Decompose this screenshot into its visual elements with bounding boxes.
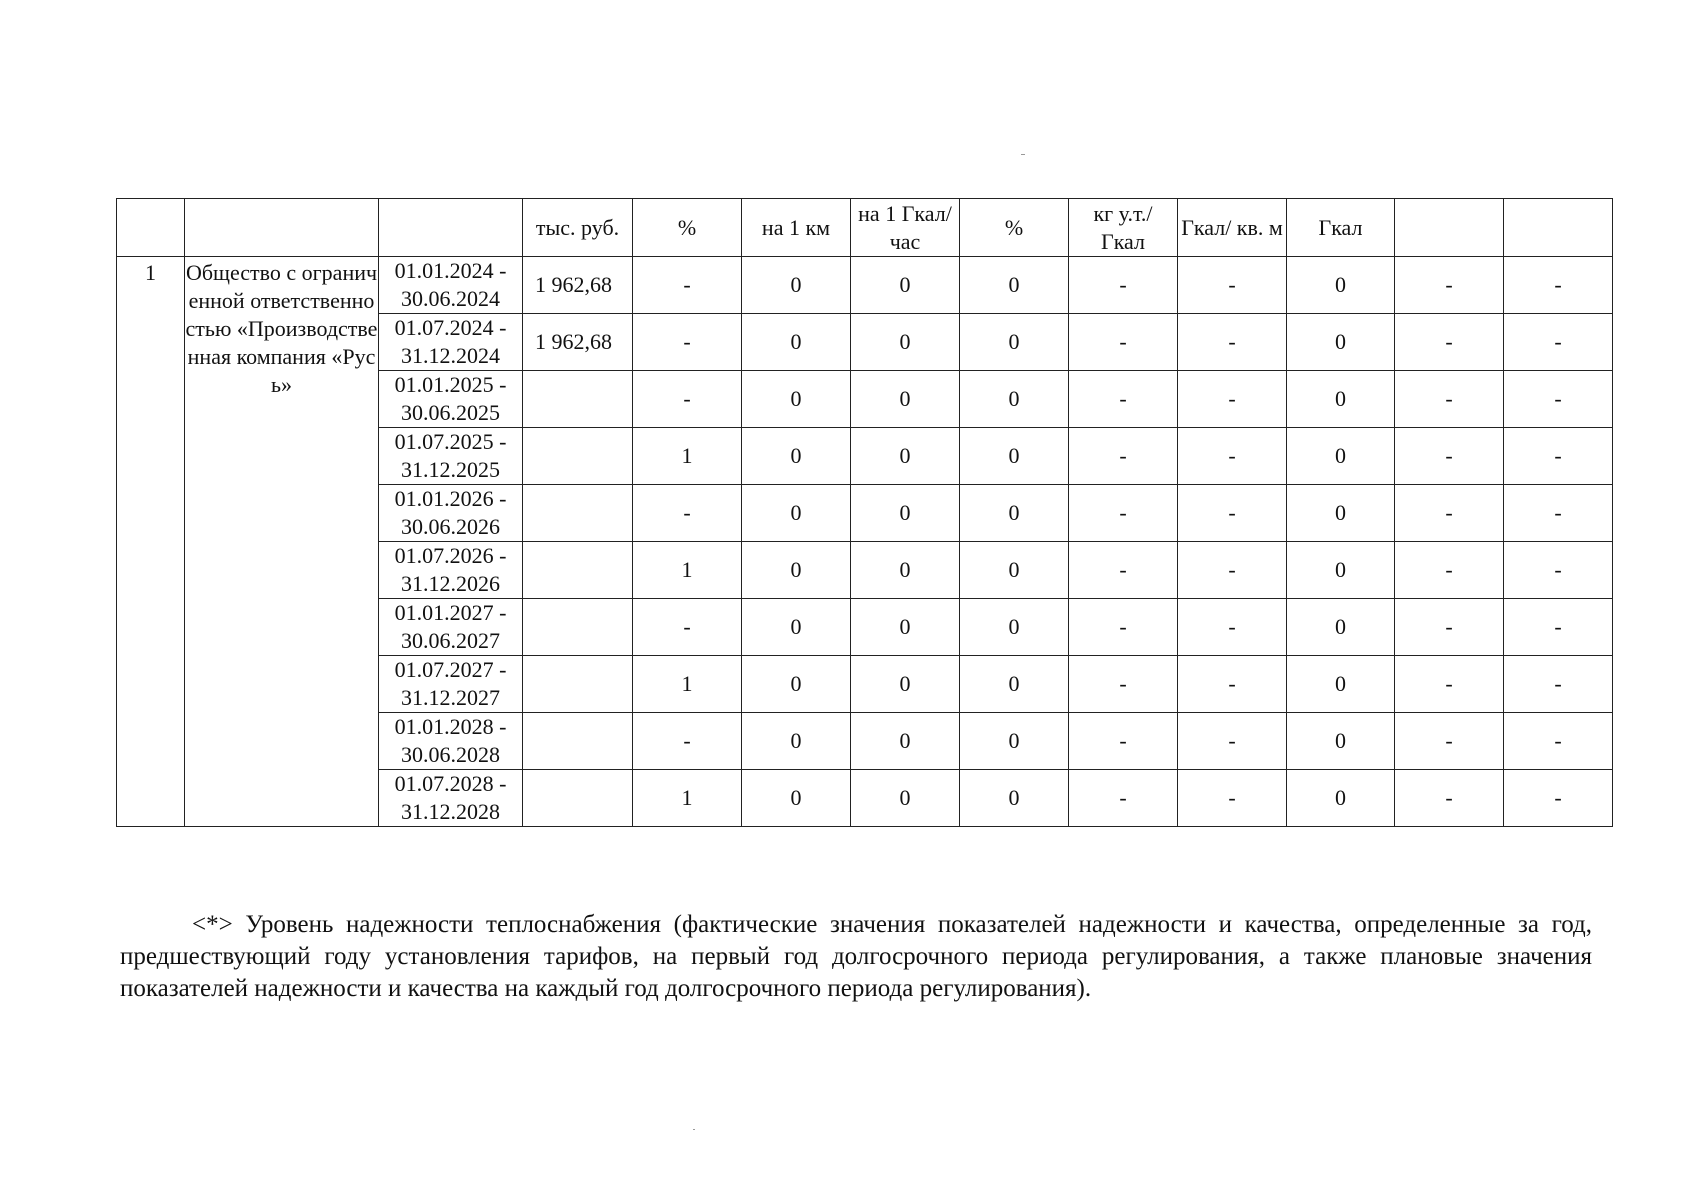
value-cell-c9: - [1069,257,1178,314]
value-cell-c12: - [1395,314,1504,371]
value-cell-c12: - [1395,371,1504,428]
value-cell-c7: 0 [851,257,960,314]
header-cell [379,199,523,257]
value-cell-c13: - [1504,485,1613,542]
value-cell-c12: - [1395,542,1504,599]
header-cell-unit-kg-per-gcal: кг у.т./ Гкал [1069,199,1178,257]
value-cell-c9: - [1069,656,1178,713]
value-cell-c11: 0 [1287,257,1395,314]
cost-cell: 1 962,68 [523,314,633,371]
value-cell-c10: - [1178,371,1287,428]
value-cell-c6: 0 [742,770,851,827]
value-cell-c6: 0 [742,599,851,656]
value-cell-c6: 0 [742,656,851,713]
value-cell-c7: 0 [851,428,960,485]
value-cell-c12: - [1395,485,1504,542]
header-cell-unit-gcal: Гкал [1287,199,1395,257]
cost-cell [523,713,633,770]
cost-cell: 1 962,68 [523,257,633,314]
value-cell-c5: - [633,371,742,428]
period-cell: 01.07.2028 - 31.12.2028 [379,770,523,827]
header-cell-unit-percent: % [960,199,1069,257]
table-header-row [117,199,1613,257]
row-number-cell: 1 [117,257,185,827]
header-cell-unit-per-km: на 1 км [742,199,851,257]
period-cell: 01.07.2027 - 31.12.2027 [379,656,523,713]
value-cell-c10: - [1178,713,1287,770]
value-cell-c11: 0 [1287,314,1395,371]
period-cell: 01.01.2026 - 30.06.2026 [379,485,523,542]
value-cell-c13: - [1504,770,1613,827]
value-cell-c10: - [1178,542,1287,599]
tariff-table [116,198,1613,827]
period-cell: 01.07.2024 - 31.12.2024 [379,314,523,371]
value-cell-c10: - [1178,770,1287,827]
value-cell-c10: - [1178,599,1287,656]
value-cell-c6: 0 [742,713,851,770]
header-cell-unit-percent: % [633,199,742,257]
value-cell-c7: 0 [851,314,960,371]
value-cell-c12: - [1395,713,1504,770]
value-cell-c9: - [1069,314,1178,371]
value-cell-c8: 0 [960,656,1069,713]
value-cell-c12: - [1395,428,1504,485]
value-cell-c11: 0 [1287,485,1395,542]
value-cell-c8: 0 [960,314,1069,371]
value-cell-c13: - [1504,542,1613,599]
cost-cell [523,485,633,542]
value-cell-c9: - [1069,770,1178,827]
value-cell-c11: 0 [1287,770,1395,827]
value-cell-c6: 0 [742,371,851,428]
value-cell-c9: - [1069,428,1178,485]
period-cell: 01.01.2028 - 30.06.2028 [379,713,523,770]
value-cell-c8: 0 [960,257,1069,314]
cost-cell [523,770,633,827]
value-cell-c13: - [1504,314,1613,371]
value-cell-c5: - [633,257,742,314]
value-cell-c9: - [1069,542,1178,599]
cost-cell [523,542,633,599]
cost-cell [523,428,633,485]
value-cell-c12: - [1395,599,1504,656]
value-cell-c12: - [1395,770,1504,827]
value-cell-c11: 0 [1287,428,1395,485]
header-cell-unit-cost: тыс. руб. [523,199,633,257]
value-cell-c5: 1 [633,656,742,713]
value-cell-c6: 0 [742,428,851,485]
scan-speck [693,1129,695,1130]
value-cell-c5: 1 [633,770,742,827]
value-cell-c9: - [1069,371,1178,428]
value-cell-c8: 0 [960,371,1069,428]
value-cell-c6: 0 [742,485,851,542]
header-cell [1504,199,1613,257]
value-cell-c11: 0 [1287,371,1395,428]
value-cell-c10: - [1178,428,1287,485]
value-cell-c13: - [1504,599,1613,656]
period-cell: 01.01.2024 - 30.06.2024 [379,257,523,314]
value-cell-c6: 0 [742,542,851,599]
footnote-text: <*> Уровень надежности теплоснабжения (фактические значения показателей надежности и качества, определенные за год, предшествующий году установления тарифов, на первый год долгосрочного периода регулирования, а также плановые значения показателей надежности и качества на каждый год долгосрочного периода регулирования). [120,911,1592,1002]
value-cell-c8: 0 [960,713,1069,770]
value-cell-c13: - [1504,257,1613,314]
period-cell: 01.07.2025 - 31.12.2025 [379,428,523,485]
value-cell-c11: 0 [1287,542,1395,599]
value-cell-c13: - [1504,713,1613,770]
value-cell-c7: 0 [851,770,960,827]
value-cell-c13: - [1504,371,1613,428]
value-cell-c10: - [1178,656,1287,713]
header-cell [185,199,379,257]
value-cell-c7: 0 [851,542,960,599]
value-cell-c12: - [1395,257,1504,314]
organization-cell: Общество с ограниченной ответственностью «Производственная компания «Русь» [185,257,379,827]
value-cell-c5: - [633,599,742,656]
value-cell-c11: 0 [1287,713,1395,770]
value-cell-c8: 0 [960,428,1069,485]
header-cell [1395,199,1504,257]
value-cell-c7: 0 [851,713,960,770]
cost-cell [523,656,633,713]
value-cell-c7: 0 [851,371,960,428]
cost-cell [523,599,633,656]
value-cell-c10: - [1178,257,1287,314]
value-cell-c5: 1 [633,428,742,485]
value-cell-c9: - [1069,599,1178,656]
value-cell-c13: - [1504,656,1613,713]
period-cell: 01.01.2027 - 30.06.2027 [379,599,523,656]
value-cell-c7: 0 [851,599,960,656]
value-cell-c11: 0 [1287,599,1395,656]
value-cell-c5: - [633,314,742,371]
value-cell-c6: 0 [742,314,851,371]
value-cell-c8: 0 [960,542,1069,599]
value-cell-c7: 0 [851,656,960,713]
cost-cell [523,371,633,428]
header-cell-unit-per-gcal-hour: на 1 Гкал/час [851,199,960,257]
value-cell-c9: - [1069,713,1178,770]
header-cell-unit-gcal-per-sqm: Гкал/ кв. м [1178,199,1287,257]
value-cell-c9: - [1069,485,1178,542]
value-cell-c5: - [633,485,742,542]
header-cell [117,199,185,257]
value-cell-c8: 0 [960,770,1069,827]
period-cell: 01.07.2026 - 31.12.2026 [379,542,523,599]
value-cell-c12: - [1395,656,1504,713]
value-cell-c10: - [1178,485,1287,542]
value-cell-c6: 0 [742,257,851,314]
value-cell-c8: 0 [960,599,1069,656]
value-cell-c5: 1 [633,542,742,599]
value-cell-c8: 0 [960,485,1069,542]
scan-speck [1021,154,1025,155]
value-cell-c11: 0 [1287,656,1395,713]
table-row [117,257,1613,314]
value-cell-c5: - [633,713,742,770]
value-cell-c13: - [1504,428,1613,485]
value-cell-c7: 0 [851,485,960,542]
period-cell: 01.01.2025 - 30.06.2025 [379,371,523,428]
value-cell-c10: - [1178,314,1287,371]
